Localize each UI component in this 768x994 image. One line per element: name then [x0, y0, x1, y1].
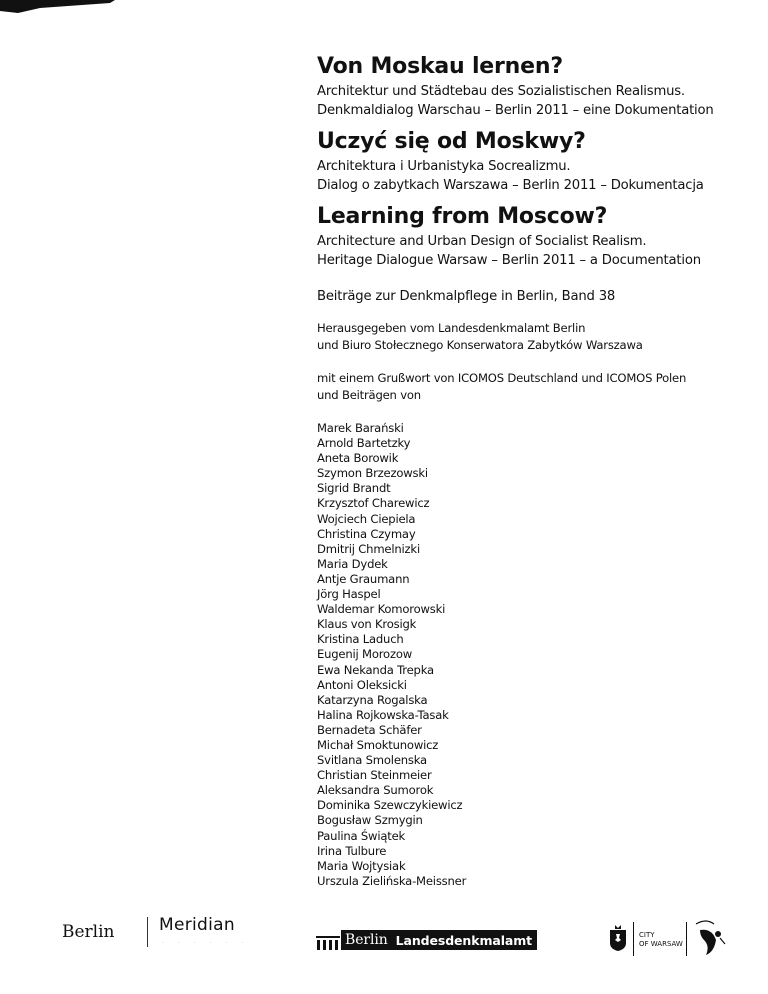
city-of-warsaw-text: [639, 931, 683, 949]
author-list-item: Michał Smoktunowicz: [317, 737, 439, 752]
author-list-item: Maria Wojtysiak: [317, 858, 406, 873]
author-list-item: Maria Dydek: [317, 556, 388, 571]
subtitle-english-line2: Heritage Dialogue Warsaw – Berlin 2011 – a Documentation: [317, 253, 701, 268]
author-list-item: Jörg Haspel: [317, 587, 381, 602]
berlin-logo: Berlin: [62, 922, 115, 942]
city-line1: CITY: [639, 931, 655, 939]
title-block-english: [317, 204, 738, 270]
author-list-item: Dominika Szewczykiewicz: [317, 798, 463, 813]
warsaw-divider-left: [633, 922, 634, 956]
subtitle-german-line1: Architektur und Städtebau des Sozialistischen Realismus.: [317, 84, 685, 99]
author-list-item: Krzysztof Charewicz: [317, 496, 430, 511]
landesdenkmalamt-badge: [341, 930, 537, 950]
author-list-item: Urszula Zielińska-Meissner: [317, 873, 467, 888]
publisher-block: [317, 320, 738, 354]
author-list-item: Katarzyna Rogalska: [317, 692, 428, 707]
publisher-line1: Herausgegeben vom Landesdenkmalamt Berlin: [317, 321, 586, 335]
landesdenkmalamt-logo: [316, 924, 537, 950]
author-list-item: Dmitrij Chmelnizki: [317, 541, 420, 556]
publisher-line2: und Biuro Stołecznego Konserwatora Zabytków Warszawa: [317, 338, 643, 352]
contributors-intro: [317, 370, 738, 404]
author-list-item: Bogusław Szmygin: [317, 813, 423, 828]
corner-ink-mark: [0, 0, 115, 14]
author-list-item: Svitlana Smolenska: [317, 753, 427, 768]
title-block-polish: [317, 129, 738, 195]
author-list-item: Szymon Brzezowski: [317, 466, 428, 481]
author-list-item: Aneta Borowik: [317, 451, 399, 466]
author-list-item: Antoni Oleksicki: [317, 677, 407, 692]
title-polish: Uczyć się od Moskwy?: [317, 129, 586, 154]
author-list-item: Paulina Świątek: [317, 828, 406, 843]
berlin-bars-icon: [316, 930, 340, 950]
subtitle-polish-line1: Architektura i Urbanistyka Socrealizmu.: [317, 159, 571, 174]
subtitle-german-line2: Denkmaldialog Warschau – Berlin 2011 – eine Dokumentation: [317, 103, 714, 118]
lda-name-text: Landesdenkmalamt: [395, 932, 533, 948]
author-list-item: Aleksandra Sumorok: [317, 783, 434, 798]
author-list-item: Wojciech Ciepiela: [317, 511, 416, 526]
warsaw-mermaid-icon: [692, 918, 726, 956]
author-list-item: Arnold Bartetzky: [317, 436, 411, 451]
author-list-item: Marek Barański: [317, 421, 404, 435]
title-english: Learning from Moscow?: [317, 204, 608, 229]
author-list-item: Christina Czymay: [317, 526, 416, 541]
meridian-subtext: · · · · · ·: [162, 940, 249, 947]
author-list-block: [317, 421, 738, 889]
city-line2: OF WARSAW: [639, 940, 683, 948]
author-list-item: Christian Steinmeier: [317, 768, 432, 783]
contrib-line2: und Beiträgen von: [317, 388, 421, 402]
author-list-item: Irina Tulbure: [317, 843, 387, 858]
series-line: Beiträge zur Denkmalpflege in Berlin, Band 38: [317, 289, 616, 304]
author-list-item: Kristina Laduch: [317, 632, 404, 647]
title-german: Von Moskau lernen?: [317, 54, 563, 79]
logo-divider: [147, 917, 148, 947]
subtitle-polish-line2: Dialog o zabytkach Warszawa – Berlin 2011 – Dokumentacja: [317, 178, 704, 193]
author-list-item: Bernadeta Schäfer: [317, 722, 422, 737]
author-list-item: Klaus von Krosigk: [317, 617, 417, 632]
author-list-item: Eugenij Morozow: [317, 647, 413, 662]
warsaw-divider-right: [686, 922, 687, 956]
lda-berlin-text: Berlin: [345, 932, 388, 948]
author-list-item: Sigrid Brandt: [317, 481, 391, 496]
author-list-item: Antje Graumann: [317, 571, 410, 586]
subtitle-english-line1: Architecture and Urban Design of Socialist Realism.: [317, 234, 647, 249]
author-list-item: Waldemar Komorowski: [317, 602, 446, 617]
author-list: [317, 421, 738, 889]
author-list-item: Ewa Nekanda Trepka: [317, 662, 434, 677]
author-list-item: Halina Rojkowska-Tasak: [317, 707, 449, 722]
meridian-logo: Meridian: [159, 915, 235, 935]
title-block-german: [317, 54, 738, 120]
warsaw-crest-icon: [609, 925, 627, 951]
contrib-line1: mit einem Grußwort von ICOMOS Deutschland und ICOMOS Polen: [317, 371, 687, 385]
